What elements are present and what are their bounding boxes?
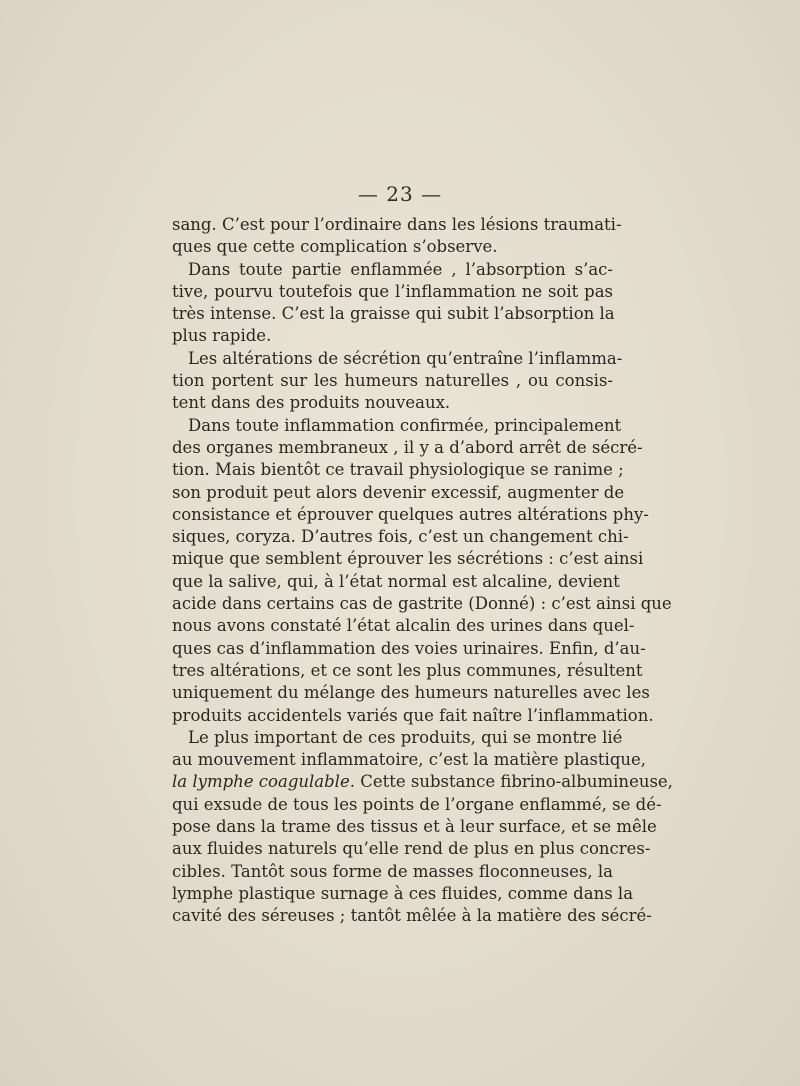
text-line: tion portent sur les humeurs naturelles , ou consis- — [172, 371, 613, 391]
text-line: très intense. C’est la graisse qui subit l’absorption la — [172, 304, 615, 324]
text-line: Le plus important de ces produits, qui se montre lié — [188, 727, 623, 747]
text-line: tive, pourvu toutefois que l’inflammation ne soit pas — [172, 281, 613, 301]
text-line: ques que cette complication s’observe. — [172, 237, 498, 257]
text-line: nous avons constaté l’état alcalin des urines dans quel- — [172, 616, 635, 636]
body-text — [172, 214, 673, 928]
text-line: sang. C’est pour l’ordinaire dans les lésions traumati- — [172, 215, 622, 234]
text-line: lymphe plastique surnage à ces fluides, comme dans la — [172, 883, 634, 903]
text-line: des organes membraneux , il y a d’abord arrêt de sécré- — [172, 437, 643, 457]
text-line: plus rapide. — [172, 326, 272, 346]
text-line: aux fluides naturels qu’elle rend de plus en plus concres- — [172, 839, 651, 859]
text-line: uniquement du mélange des humeurs naturelles avec les — [172, 683, 650, 703]
text-line: Dans toute inflammation confirmée, principalement — [188, 415, 622, 435]
line-remainder: Cette substance fibrino-albumineuse, — [354, 772, 673, 792]
text-line: cavité des séreuses ; tantôt mêlée à la matière des sécré- — [172, 906, 652, 926]
text-line: tion. Mais bientôt ce travail physiologique se ranime ; — [172, 460, 624, 480]
text-line: qui exsude de tous les points de l’organe enflammé, se dé- — [172, 794, 662, 814]
text-line: tent dans des produits nouveaux. — [172, 393, 451, 413]
text-line: son produit peut alors devenir excessif, augmenter de — [172, 482, 625, 502]
text-line: mique que semblent éprouver les sécrétions : c’est ainsi — [172, 549, 644, 569]
text-line: siques, coryza. D’autres fois, c’est un changement chi- — [172, 527, 629, 547]
text-line: cibles. Tantôt sous forme de masses floconneuses, la — [172, 861, 613, 881]
text-line: tres altérations, et ce sont les plus communes, résultent — [172, 660, 643, 680]
text-line: acide dans certains cas de gastrite (Donné) : c’est ainsi que — [172, 594, 672, 614]
text-line — [172, 771, 673, 793]
text-line: au mouvement inflammatoire, c’est la matière plastique, — [172, 750, 647, 770]
text-line: que la salive, qui, à l’état normal est alcaline, devient — [172, 571, 620, 591]
text-line: ques cas d’inflammation des voies urinaires. Enfin, d’au- — [172, 638, 646, 658]
text-line: pose dans la trame des tissus et à leur surface, et se mêle — [172, 817, 657, 837]
text-line: consistance et éprouver quelques autres altérations phy- — [172, 504, 649, 524]
italic-phrase: la lymphe coagulable. — [172, 772, 355, 792]
text-line: Les altérations de sécrétion qu’entraîne l’inflamma- — [188, 348, 623, 368]
text-line: produits accidentels variés que fait naître l’inflammation. — [172, 705, 654, 725]
text-line: Dans toute partie enflammée , l’absorption s’ac- — [188, 259, 613, 279]
page-number: — 23 — — [357, 182, 443, 206]
